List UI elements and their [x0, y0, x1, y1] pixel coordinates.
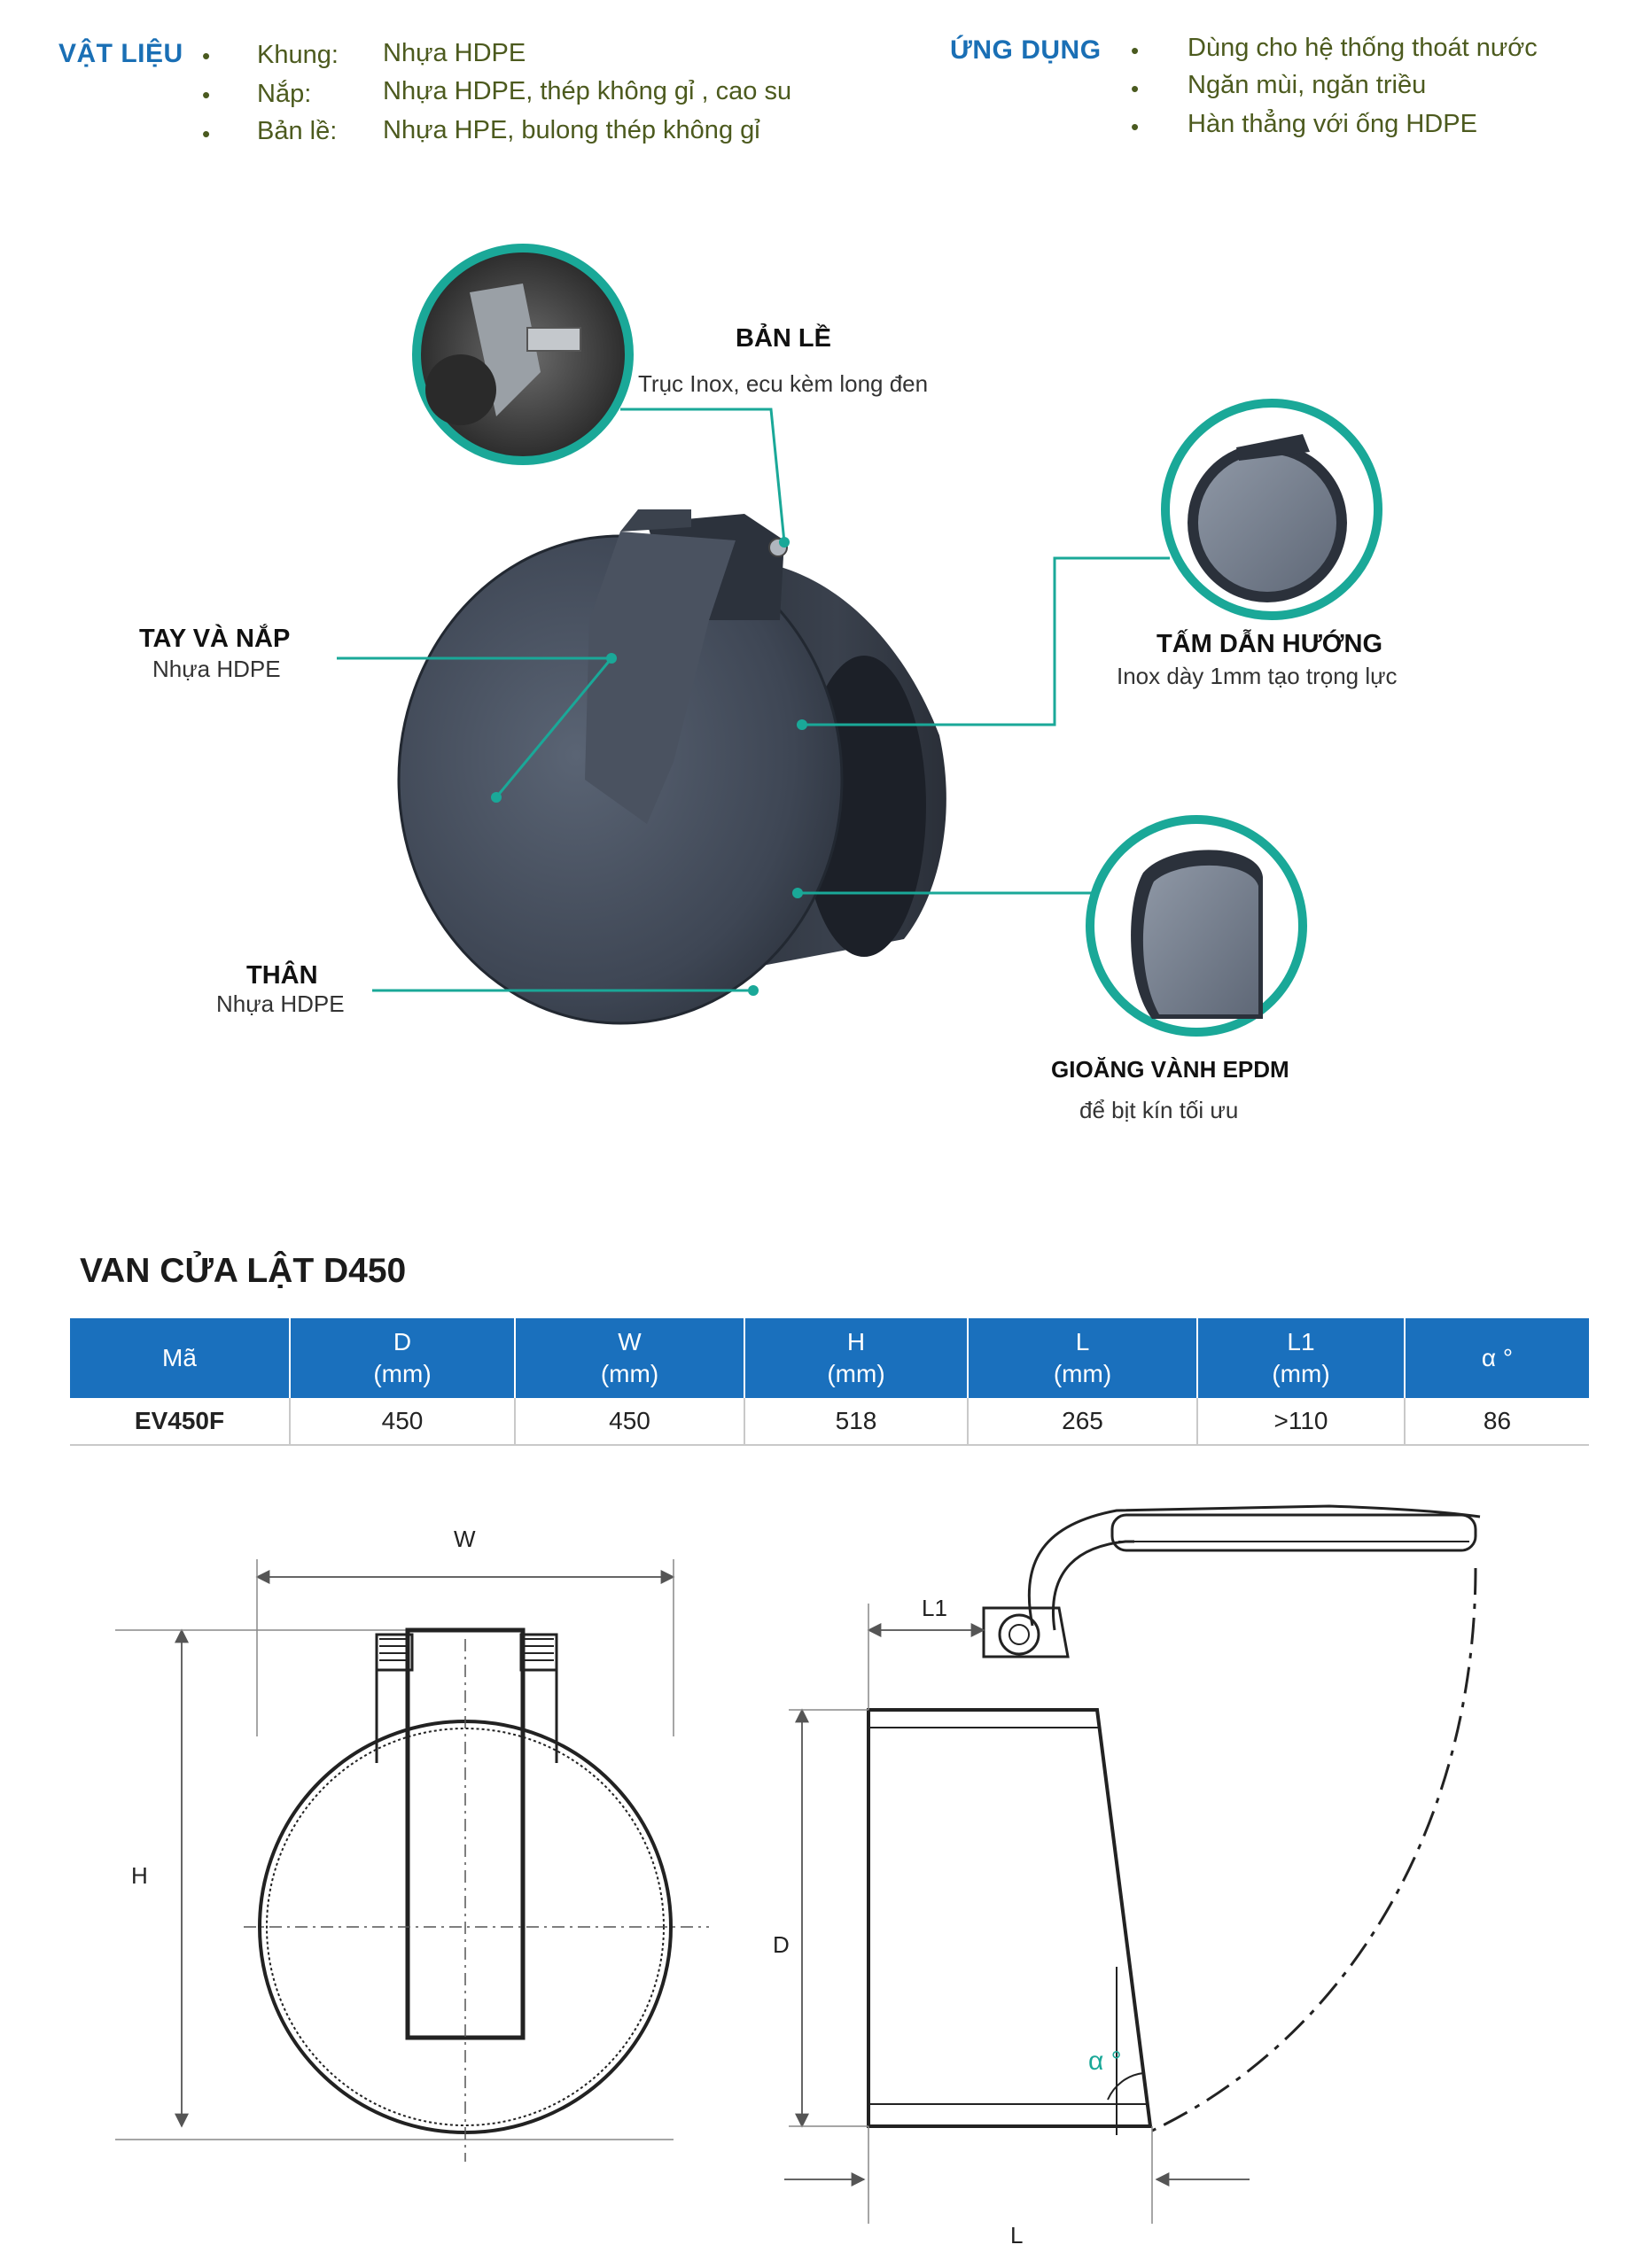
- callout-body-sub: Nhựa HDPE: [216, 990, 345, 1017]
- front-view-drawing: [115, 1559, 709, 2162]
- bullet-icon: •: [202, 43, 211, 69]
- spec-table: [70, 1318, 1589, 1446]
- callout-hinge-sub: Trục Inox, ecu kèm long đen: [638, 370, 929, 397]
- side-view-alpha-label: α °: [1088, 2047, 1122, 2076]
- materials-heading: VẬT LIỆU: [58, 39, 183, 68]
- callout-gasket-sub: để bịt kín tối ưu: [1079, 1097, 1239, 1123]
- spec-table-header-row: [70, 1318, 1589, 1398]
- col-header-h: H (mm): [744, 1318, 968, 1398]
- bullet-icon: •: [202, 120, 211, 147]
- material-value: Nhựa HDPE, thép không gỉ , cao su: [383, 77, 792, 105]
- bullet-icon: •: [1131, 37, 1140, 64]
- col-header-alpha: α °: [1405, 1318, 1589, 1398]
- material-label: Bản lề:: [257, 117, 338, 145]
- side-view-l-label: L: [1010, 2222, 1024, 2249]
- callout-hinge-title: BẢN LỀ: [736, 324, 831, 353]
- bullet-icon: •: [1131, 75, 1140, 102]
- col-header-w: W (mm): [515, 1318, 744, 1398]
- bullet-icon: •: [202, 82, 211, 108]
- cell-l: 265: [968, 1398, 1197, 1445]
- material-label: Khung:: [257, 41, 339, 69]
- side-view-drawing: [784, 1506, 1480, 2224]
- application-item: Dùng cho hệ thống thoát nước: [1188, 34, 1538, 62]
- callout-plate-sub: Inox dày 1mm tạo trọng lực: [1117, 663, 1398, 689]
- hinge-photo: [417, 248, 629, 461]
- col-header-code: Mã: [70, 1318, 290, 1398]
- col-header-l1: L1 (mm): [1197, 1318, 1405, 1398]
- cell-h: 518: [744, 1398, 968, 1445]
- material-label: Nắp:: [257, 80, 312, 108]
- gasket-photo: [1090, 819, 1303, 1032]
- product-title: VAN CỬA LẬT D450: [80, 1252, 407, 1290]
- application-item: Hàn thẳng với ống HDPE: [1188, 110, 1477, 138]
- callout-body-title: THÂN: [246, 961, 318, 990]
- callout-gasket-title: GIOĂNG VÀNH EPDM: [1051, 1056, 1289, 1083]
- front-view-w-label: W: [454, 1526, 476, 1552]
- side-view-d-label: D: [773, 1931, 790, 1958]
- cell-code: EV450F: [70, 1398, 290, 1445]
- plate-photo: [1165, 403, 1378, 616]
- col-header-l: L (mm): [968, 1318, 1197, 1398]
- callout-plate-title: TẤM DẪN HƯỚNG: [1156, 630, 1382, 658]
- callout-lid-title: TAY VÀ NẮP: [139, 625, 291, 653]
- side-view-l1-label: L1: [922, 1595, 947, 1621]
- front-view-h-label: H: [131, 1862, 148, 1889]
- cell-d: 450: [290, 1398, 515, 1445]
- applications-heading: ỨNG DỤNG: [950, 35, 1102, 65]
- bullet-icon: •: [1131, 113, 1140, 140]
- cell-alpha: 86: [1405, 1398, 1589, 1445]
- material-value: Nhựa HDPE: [383, 39, 526, 67]
- technical-drawings: [0, 1453, 1651, 2268]
- cell-w: 450: [515, 1398, 744, 1445]
- application-item: Ngăn mùi, ngăn triều: [1188, 71, 1427, 99]
- callout-lid-sub: Nhựa HDPE: [152, 656, 281, 682]
- cell-l1: >110: [1197, 1398, 1405, 1445]
- table-row: [70, 1398, 1589, 1445]
- material-value: Nhựa HPE, bulong thép không gỉ: [383, 116, 760, 144]
- col-header-d: D (mm): [290, 1318, 515, 1398]
